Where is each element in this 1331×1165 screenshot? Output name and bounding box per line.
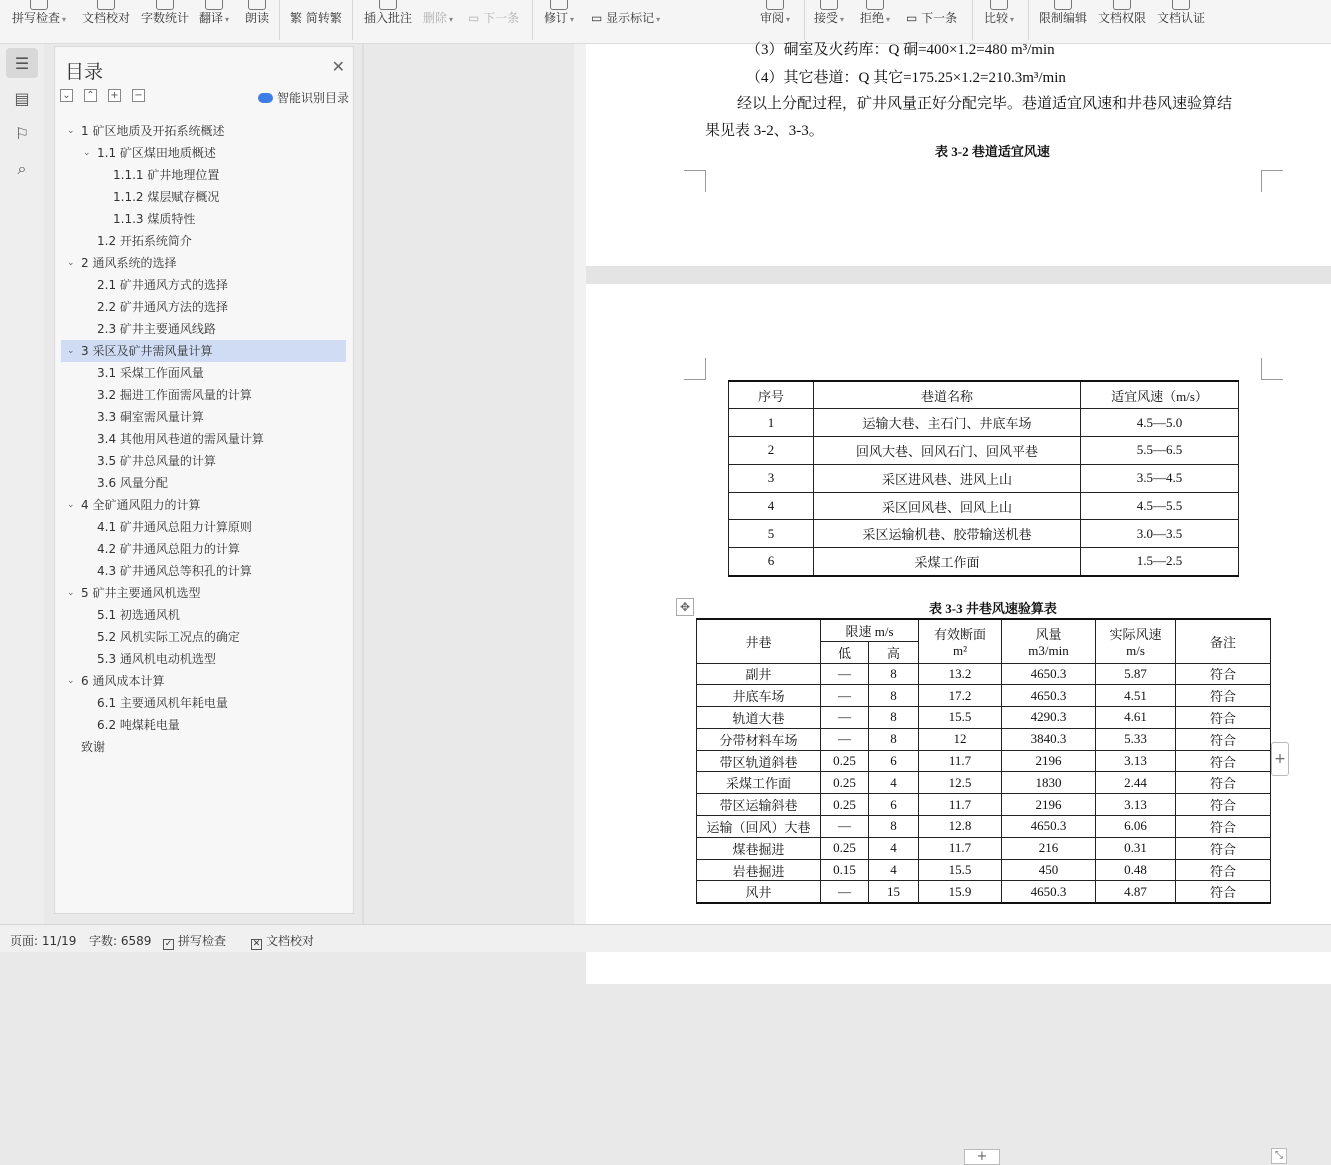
toc-item[interactable] — [61, 494, 346, 516]
header-cell: 实际风速 m/s — [1096, 619, 1176, 663]
table-cell: 4 — [869, 837, 919, 859]
spell-check-status[interactable]: ✓ 拼写检查 — [164, 934, 227, 949]
table-cell: 12.8 — [919, 816, 1002, 838]
toc-item[interactable] — [61, 692, 346, 714]
next-icon: ▭ — [468, 11, 484, 25]
chevron-down-icon[interactable]: ⌄ — [67, 346, 75, 356]
chevron-down-icon[interactable]: ⌄ — [67, 500, 75, 510]
table-cell: 11.7 — [919, 794, 1002, 816]
table-cell: 符合 — [1176, 663, 1271, 685]
toc-item[interactable] — [61, 516, 346, 538]
toc-item-label: 2 通风系统的选择 — [81, 256, 177, 270]
table-cell: 轨道大巷 — [697, 707, 821, 729]
toc-list — [61, 120, 346, 758]
chevron-down-icon[interactable]: ⌄ — [67, 676, 75, 686]
toc-item-label: 2.2 矿井通风方法的选择 — [97, 300, 228, 314]
table-cell: 3.13 — [1096, 794, 1176, 816]
table-cell: 0.15 — [821, 859, 869, 881]
document-view — [586, 42, 1331, 1164]
toc-item-label: 5.2 风机实际工况点的确定 — [97, 630, 240, 644]
crop-mark — [1261, 358, 1283, 380]
restrict-icon — [1054, 0, 1072, 10]
toc-item-label: 6.1 主要通风机年耗电量 — [97, 696, 228, 710]
spell-check-icon — [30, 0, 48, 10]
trad-char-icon: 繁 — [290, 11, 303, 25]
header-cell: 风量 m3/min — [1002, 619, 1096, 663]
toc-item[interactable] — [61, 318, 346, 340]
table-row — [697, 685, 1271, 707]
table-cell: 8 — [869, 685, 919, 707]
table-cell: 采区进风巷、进风上山 — [814, 464, 1081, 492]
close-icon[interactable]: ✕ — [331, 57, 345, 76]
chapter-nav-icon[interactable]: ▤ — [14, 88, 30, 108]
toc-item-label: 2.3 矿井主要通风线路 — [97, 322, 216, 336]
status-bar — [0, 924, 1331, 952]
header-cell: 井巷 — [697, 619, 821, 663]
toc-item-label: 3 采区及矿井需风量计算 — [81, 344, 213, 358]
read-aloud-icon — [248, 0, 266, 10]
toc-item-label: 1.1.3 煤质特性 — [113, 212, 196, 226]
next-change-button[interactable]: ▭ 下一条 — [906, 11, 958, 25]
toc-item[interactable] — [61, 604, 346, 626]
comment-icon — [379, 0, 397, 10]
table-row — [729, 520, 1239, 548]
table-header-row — [729, 381, 1239, 409]
toc-item[interactable] — [61, 296, 346, 318]
toc-toolbar — [60, 89, 145, 102]
toc-item[interactable] — [61, 274, 346, 296]
word-count[interactable]: 字数: 6589 — [89, 934, 152, 948]
toc-item[interactable] — [61, 340, 346, 362]
table-cell: 6.06 — [1096, 816, 1176, 838]
table-row — [729, 409, 1239, 437]
table-cell: — — [821, 728, 869, 750]
translate-button[interactable]: 翻译 ▾ — [199, 0, 229, 40]
table-cell: 符合 — [1176, 837, 1271, 859]
toc-item[interactable] — [61, 428, 346, 450]
toc-item-label: 3.4 其他用风巷道的需风量计算 — [97, 432, 264, 446]
table-cell: 11.7 — [919, 750, 1002, 772]
table-cell: 4.51 — [1096, 685, 1176, 707]
table-row — [697, 707, 1271, 729]
accept-icon — [820, 0, 838, 10]
table-cell: — — [821, 816, 869, 838]
doc-line: （3）硐室及火药库：Q 硐=400×1.2=480 m³/min — [746, 42, 1055, 58]
word-count-button[interactable]: 字数统计 — [141, 0, 189, 40]
doc-line: （4）其它巷道：Q 其它=175.25×1.2=210.3m³/min — [746, 70, 1066, 86]
table-cell: 6 — [729, 548, 814, 576]
table-cell: 3 — [729, 464, 814, 492]
toc-item-label: 4.2 矿井通风总阻力的计算 — [97, 542, 240, 556]
toc-item-label: 6 通风成本计算 — [81, 674, 165, 688]
crop-mark — [684, 170, 706, 192]
table-cell: 1 — [729, 409, 814, 437]
table-cell: 2 — [729, 437, 814, 465]
cloud-icon — [258, 93, 273, 103]
header-cell: 低 — [821, 641, 869, 663]
table-cell: 采区运输机巷、胶带输送机巷 — [814, 520, 1081, 548]
table-cell: 11.7 — [919, 837, 1002, 859]
table-cell: 2196 — [1002, 750, 1096, 772]
header-cell: 巷道名称 — [814, 381, 1081, 409]
table-cell: 运输（回风）大巷 — [697, 816, 821, 838]
table-cell: 4650.3 — [1002, 663, 1096, 685]
table-cell: 5.33 — [1096, 728, 1176, 750]
table-row — [697, 750, 1271, 772]
add-column-button[interactable]: + — [1271, 742, 1289, 776]
translate-icon — [205, 0, 223, 10]
table-cell: 6 — [869, 750, 919, 772]
table-cell: 0.48 — [1096, 859, 1176, 881]
panel-splitter[interactable] — [362, 44, 364, 924]
table-row — [729, 464, 1239, 492]
table-cell: 15.5 — [919, 859, 1002, 881]
table-cell: 采区回风巷、回风上山 — [814, 492, 1081, 520]
table-cell: 3.13 — [1096, 750, 1176, 772]
compare-button[interactable]: 比较 ▾ — [984, 0, 1014, 40]
doc-permission-button[interactable]: 文档权限 — [1098, 0, 1146, 40]
table-cell: 符合 — [1176, 794, 1271, 816]
table-cell: 煤巷掘进 — [697, 837, 821, 859]
chevron-down-icon[interactable]: ⌄ — [83, 148, 91, 158]
table-cell: 15.5 — [919, 707, 1002, 729]
toc-item-label: 1.1.2 煤层赋存概况 — [113, 190, 220, 204]
page — [586, 284, 1331, 1164]
table-row — [697, 728, 1271, 750]
toc-item-label: 2.1 矿井通风方式的选择 — [97, 278, 228, 292]
header-cell: 适宜风速（m/s） — [1081, 381, 1239, 409]
crop-mark — [1261, 170, 1283, 192]
toc-title: 目录 — [65, 61, 104, 83]
toc-item-label: 6.2 吨煤耗电量 — [97, 718, 180, 732]
toc-item[interactable] — [61, 406, 346, 428]
word-count-icon — [156, 0, 174, 10]
table-cell: 1830 — [1002, 772, 1096, 794]
table-row — [697, 794, 1271, 816]
toc-item[interactable] — [61, 164, 346, 186]
permission-icon — [1113, 0, 1131, 10]
table-cell: 5 — [729, 520, 814, 548]
reject-button[interactable]: 拒绝 ▾ — [860, 0, 890, 40]
table-cell: 1.5—2.5 — [1081, 548, 1239, 576]
table-cell: 216 — [1002, 837, 1096, 859]
table-resize-handle[interactable]: ⤡ — [1271, 1148, 1287, 1164]
proof-icon: ✕ — [252, 939, 261, 949]
toc-item-label: 4 全矿通风阻力的计算 — [81, 498, 201, 512]
cert-icon — [1172, 0, 1190, 10]
table-cell: 8 — [869, 816, 919, 838]
table-cell: 0.25 — [821, 772, 869, 794]
table-cell: 450 — [1002, 859, 1096, 881]
table-cell: 8 — [869, 707, 919, 729]
table-row — [697, 859, 1271, 881]
toc-item[interactable] — [61, 626, 346, 648]
doc-proof-status[interactable]: ✕ 文档校对 — [252, 934, 315, 949]
speed-check-table — [696, 618, 1271, 904]
vertical-scrollbar[interactable] — [574, 44, 586, 924]
revise-icon — [550, 0, 568, 10]
collapse-all-icon[interactable]: ⌄ — [60, 89, 73, 102]
chevron-down-icon[interactable]: ⌄ — [67, 588, 75, 598]
toc-item-label: 3.3 硐室需风量计算 — [97, 410, 204, 424]
compare-icon — [990, 0, 1008, 10]
table-cell: 符合 — [1176, 859, 1271, 881]
read-aloud-button[interactable]: 朗读 — [245, 0, 269, 40]
table-cell: 符合 — [1176, 707, 1271, 729]
doc-paragraph: 果见表 3-2、3-3。 — [705, 123, 824, 139]
expand-up-icon[interactable]: ⌃ — [84, 89, 97, 102]
toc-item-label: 5 矿井主要通风机选型 — [81, 586, 201, 600]
accept-button[interactable]: 接受 ▾ — [814, 0, 844, 40]
table-row — [697, 881, 1271, 903]
toc-item-label: 3.6 风量分配 — [97, 476, 168, 490]
table-cell: 井底车场 — [697, 685, 821, 707]
header-cell: 高 — [869, 641, 919, 663]
toc-item[interactable] — [61, 208, 346, 230]
toc-item-label: 3.2 掘进工作面需风量的计算 — [97, 388, 252, 402]
table-cell: 4 — [729, 492, 814, 520]
table-cell: 0.31 — [1096, 837, 1176, 859]
table-cell: 0.25 — [821, 837, 869, 859]
table-cell: 采煤工作面 — [814, 548, 1081, 576]
spell-check-icon: ✓ — [164, 939, 173, 949]
table-row — [729, 548, 1239, 576]
revise-button[interactable]: 修订 ▾ — [544, 0, 574, 40]
table-cell: 分带材料车场 — [697, 728, 821, 750]
table-row — [729, 492, 1239, 520]
toc-item-label: 4.1 矿井通风总阻力计算原则 — [97, 520, 252, 534]
table-cell: 风井 — [697, 881, 821, 903]
table-cell: — — [821, 685, 869, 707]
table-cell: 符合 — [1176, 772, 1271, 794]
search-icon[interactable]: ⌕ — [17, 159, 27, 178]
table-cell: 13.2 — [919, 663, 1002, 685]
table-cell: 12 — [919, 728, 1002, 750]
table-cell: 4650.3 — [1002, 685, 1096, 707]
simp-trad-button[interactable]: 繁 简转繁 — [290, 11, 342, 25]
table-cell: 运输大巷、主石门、井底车场 — [814, 409, 1081, 437]
toc-item[interactable] — [61, 252, 346, 274]
toc-item-label: 3.5 矿井总风量的计算 — [97, 454, 216, 468]
table-caption: 表 3-2 巷道适宜风速 — [935, 144, 1050, 159]
toc-item[interactable] — [61, 120, 346, 142]
table-cell: — — [821, 881, 869, 903]
table-cell: 回风大巷、回风石门、回风平巷 — [814, 437, 1081, 465]
table-cell: 岩巷掘进 — [697, 859, 821, 881]
add-level-icon[interactable]: + — [108, 89, 121, 102]
chevron-down-icon[interactable]: ⌄ — [67, 258, 75, 268]
restrict-edit-button[interactable]: 限制编辑 — [1039, 0, 1087, 40]
table-cell: 5.5—6.5 — [1081, 437, 1239, 465]
toc-item[interactable] — [61, 582, 346, 604]
toc-item[interactable] — [61, 230, 346, 252]
table-cell: 4.5—5.5 — [1081, 492, 1239, 520]
table-cell: 4.61 — [1096, 707, 1176, 729]
table-cell: 8 — [869, 728, 919, 750]
table-cell: — — [821, 707, 869, 729]
remove-level-icon[interactable]: − — [132, 89, 145, 102]
table-header-row — [697, 619, 1271, 641]
doc-proof-button[interactable]: 文档校对 — [82, 0, 130, 40]
header-cell: 备注 — [1176, 619, 1271, 663]
review-icon — [766, 0, 784, 10]
toc-item[interactable] — [61, 670, 346, 692]
toc-item[interactable] — [61, 450, 346, 472]
show-markup-dropdown[interactable]: ▭ 显示标记 ▾ — [591, 11, 661, 25]
table-cell: 带区运输斜巷 — [697, 794, 821, 816]
table-row — [729, 437, 1239, 465]
table-cell: 4650.3 — [1002, 816, 1096, 838]
toc-item-label: 5.3 通风机电动机选型 — [97, 652, 216, 666]
toc-item-label: 4.3 矿井通风总等积孔的计算 — [97, 564, 252, 578]
table-row — [697, 837, 1271, 859]
table-cell: 4.5—5.0 — [1081, 409, 1239, 437]
next-change-icon: ▭ — [906, 11, 922, 25]
toc-item-label: 1.1 矿区煤田地质概述 — [97, 146, 216, 160]
reject-icon — [866, 0, 884, 10]
spell-check-button[interactable]: 拼写检查 ▾ — [12, 0, 66, 40]
table-cell: 4650.3 — [1002, 881, 1096, 903]
toc-item[interactable] — [61, 186, 346, 208]
toc-panel-icon[interactable]: ☰ — [6, 48, 38, 78]
table-cell: 15 — [869, 881, 919, 903]
table-cell: 符合 — [1176, 685, 1271, 707]
next-comment-button[interactable]: ▭ 下一条 — [468, 11, 520, 25]
header-cell: 有效断面 m² — [919, 619, 1002, 663]
toc-item[interactable] — [61, 142, 346, 164]
toc-item[interactable] — [61, 538, 346, 560]
table-cell: 采煤工作面 — [697, 772, 821, 794]
delete-comment-button[interactable]: 删除 ▾ — [423, 11, 454, 25]
chevron-down-icon[interactable]: ⌄ — [67, 126, 75, 136]
smart-toc-button[interactable]: 智能识别目录 — [258, 89, 349, 106]
toc-item[interactable] — [61, 560, 346, 582]
add-row-button[interactable]: + — [964, 1149, 1000, 1165]
table-cell: 符合 — [1176, 816, 1271, 838]
table-cell: — — [821, 663, 869, 685]
table-cell: 0.25 — [821, 794, 869, 816]
toc-item[interactable] — [61, 472, 346, 494]
header-cell: 限速 m/s — [821, 619, 919, 641]
page-indicator[interactable]: 页面: 11/19 — [10, 934, 77, 948]
table-cell: 3840.3 — [1002, 728, 1096, 750]
insert-comment-button[interactable]: 插入批注 — [364, 0, 412, 40]
table-cell: 符合 — [1176, 728, 1271, 750]
doc-cert-button[interactable]: 文档认证 — [1157, 0, 1205, 40]
table-caption: 表 3-3 井巷风速验算表 — [929, 601, 1057, 616]
table-cell: 4.87 — [1096, 881, 1176, 903]
table-cell: 4 — [869, 859, 919, 881]
table-row — [697, 663, 1271, 685]
ribbon-toolbar — [0, 0, 1331, 44]
table-cell: 符合 — [1176, 750, 1271, 772]
markup-icon: ▭ — [591, 11, 607, 25]
table-cell: 符合 — [1176, 881, 1271, 903]
table-cell: 4 — [869, 772, 919, 794]
table-cell: 2.44 — [1096, 772, 1176, 794]
table-cell: 8 — [869, 663, 919, 685]
wind-speed-table — [728, 380, 1239, 577]
toc-item[interactable] — [61, 384, 346, 406]
toc-item-label: 1 矿区地质及开拓系统概述 — [81, 124, 225, 138]
table-cell: 12.5 — [919, 772, 1002, 794]
table-cell: 4290.3 — [1002, 707, 1096, 729]
table-cell: 3.0—3.5 — [1081, 520, 1239, 548]
table-move-handle[interactable]: ✥ — [676, 598, 694, 616]
table-cell: 6 — [869, 794, 919, 816]
header-cell: 序号 — [729, 381, 814, 409]
review-button[interactable]: 审阅 ▾ — [760, 0, 790, 40]
table-cell: 副井 — [697, 663, 821, 685]
table-cell: 带区轨道斜巷 — [697, 750, 821, 772]
toc-item[interactable] — [61, 362, 346, 384]
toc-item[interactable] — [61, 714, 346, 736]
toc-item[interactable] — [61, 736, 346, 758]
table-cell: 15.9 — [919, 881, 1002, 903]
toc-panel — [54, 46, 354, 914]
toc-item-label: 1.1.1 矿井地理位置 — [113, 168, 220, 182]
table-cell: 17.2 — [919, 685, 1002, 707]
toc-item-label: 3.1 采煤工作面风量 — [97, 366, 204, 380]
table-cell: 0.25 — [821, 750, 869, 772]
toc-item-label: 5.1 初选通风机 — [97, 608, 180, 622]
table-cell: 2196 — [1002, 794, 1096, 816]
crop-mark — [684, 358, 706, 380]
page — [586, 44, 1331, 266]
toc-item-label: 1.2 开拓系统简介 — [97, 234, 192, 248]
toc-item-label: 致谢 — [81, 740, 106, 754]
doc-paragraph: 经以上分配过程，矿井风量正好分配完毕。巷道适宜风速和井巷风速验算结 — [737, 96, 1233, 112]
table-row — [697, 816, 1271, 838]
navigation-icon-bar — [0, 44, 44, 924]
toc-item[interactable] — [61, 648, 346, 670]
bookmark-icon[interactable]: ⚐ — [14, 123, 30, 143]
table-cell: 5.87 — [1096, 663, 1176, 685]
proof-icon — [97, 0, 115, 10]
table-cell: 3.5—4.5 — [1081, 464, 1239, 492]
table-row — [697, 772, 1271, 794]
